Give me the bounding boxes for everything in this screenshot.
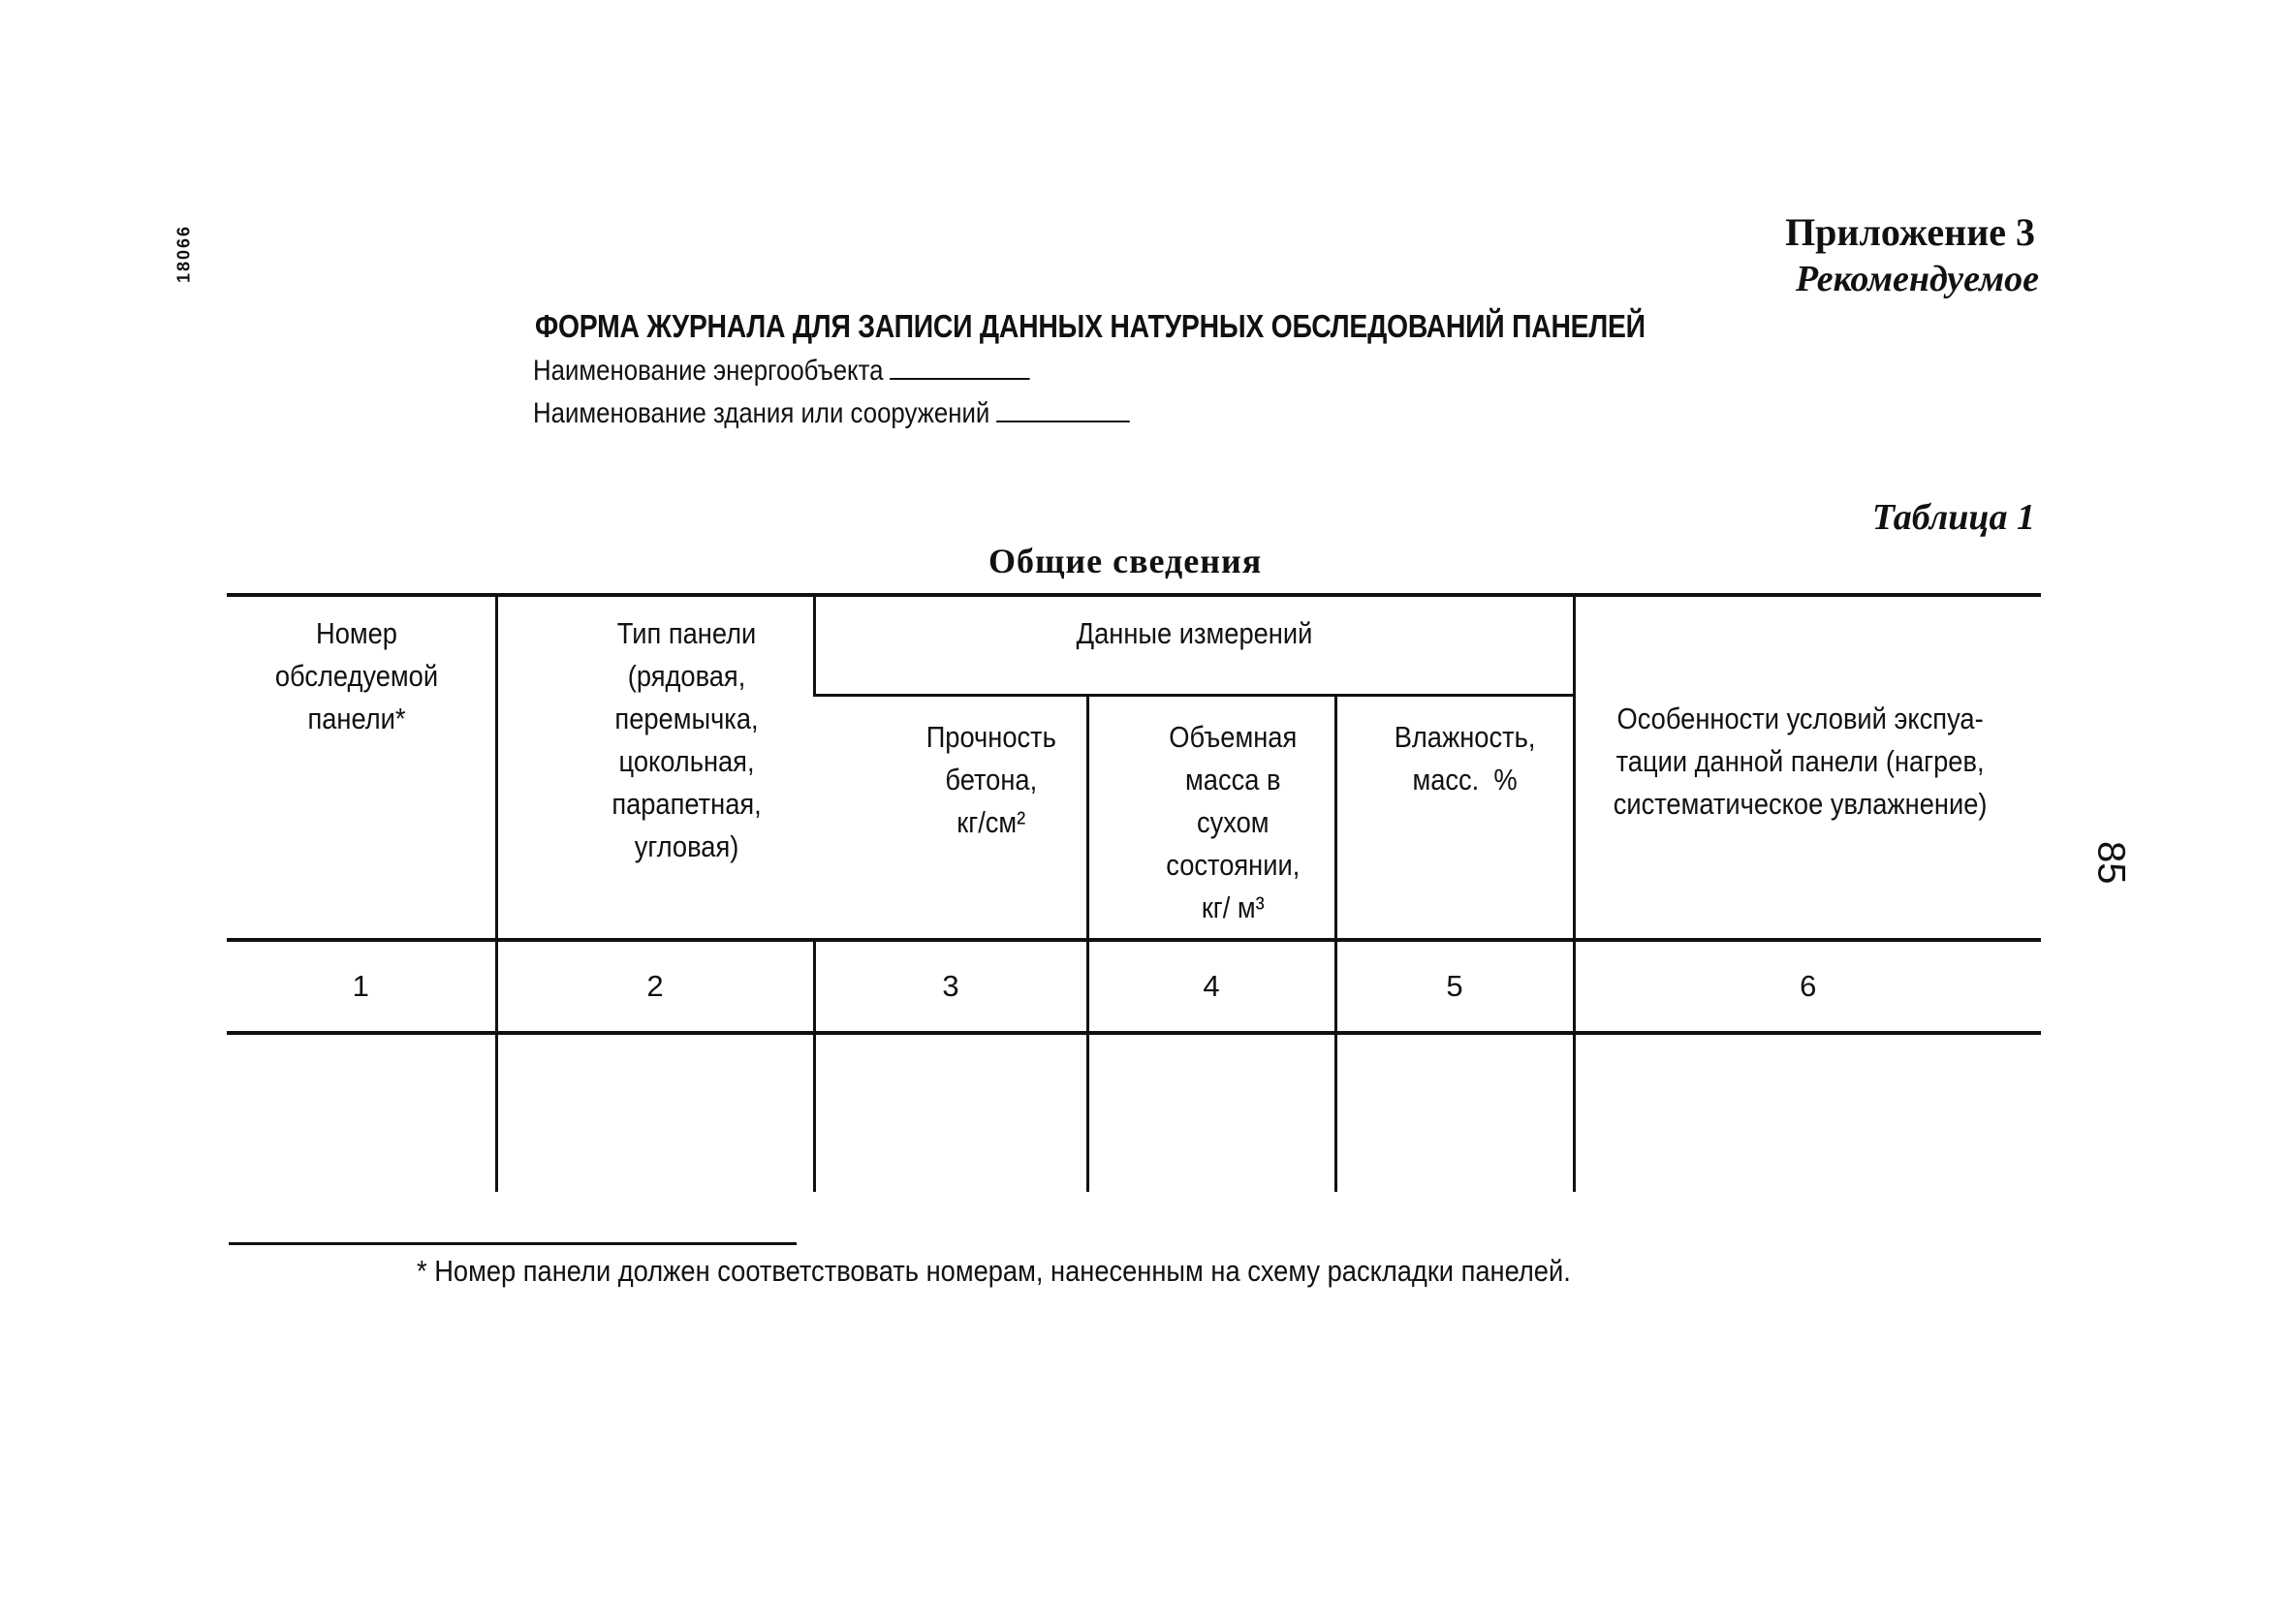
- header-c2-line: угловая): [634, 829, 738, 863]
- building-label: Наименование здания или сооружений: [533, 397, 990, 429]
- column-number: 1: [227, 940, 496, 1033]
- column-number: 6: [1574, 940, 2041, 1033]
- energy-object-blank: [890, 355, 1029, 380]
- header-panel-type: [496, 595, 814, 940]
- header-humidity: [1335, 696, 1574, 941]
- column-number-row: [227, 940, 2041, 1033]
- header-c2-line: Тип панели: [616, 616, 756, 650]
- header-panel-number: [227, 595, 496, 940]
- empty-data-row: [227, 1033, 2041, 1192]
- header-c1-line: Номер: [315, 616, 397, 650]
- building-field: [533, 397, 1130, 430]
- column-number: 2: [496, 940, 814, 1033]
- column-number: 5: [1335, 940, 1574, 1033]
- header-c5-line: масс. %: [1411, 763, 1518, 796]
- energy-object-field: [533, 355, 1030, 388]
- header-c3-line: Прочность: [925, 720, 1056, 754]
- header-c4-line: масса в: [1184, 763, 1281, 796]
- empty-cell: [814, 1033, 1087, 1192]
- building-blank: [996, 397, 1130, 422]
- footnote-divider: [229, 1242, 797, 1245]
- page-number: 85: [2089, 840, 2133, 885]
- document-code: 18066: [173, 224, 194, 284]
- empty-cell: [1574, 1033, 2041, 1192]
- header-c6-line: тации данной панели (нагрев,: [1615, 744, 1985, 778]
- empty-cell: [1335, 1033, 1574, 1192]
- empty-cell: [227, 1033, 496, 1192]
- header-c2-line: перемычка,: [613, 702, 759, 735]
- footnote: * Номер панели должен соответствовать номерам, нанесенным на схему раскладки панелей.: [417, 1254, 1571, 1288]
- column-number: 4: [1087, 940, 1335, 1033]
- header-c3-line: бетона,: [945, 763, 1038, 796]
- header-measurement-group: [814, 595, 1574, 696]
- header-bulk-density: [1087, 696, 1335, 941]
- header-c2-line: цокольная,: [618, 744, 755, 778]
- energy-object-label: Наименование энергообъекта: [533, 355, 884, 387]
- header-c6-line: систематическое увлажнение): [1613, 787, 1987, 821]
- empty-cell: [1087, 1033, 1335, 1192]
- header-c2-line: (рядовая,: [627, 659, 745, 693]
- header-c6-line: Особенности условий экспуа-: [1615, 702, 1984, 735]
- header-c5-line: Влажность,: [1394, 720, 1535, 754]
- journal-table: [227, 593, 2041, 1192]
- empty-cell: [496, 1033, 814, 1192]
- table-label: Таблица 1: [1871, 497, 2035, 538]
- header-c3-line: кг/см²: [956, 805, 1026, 839]
- header-c1-line: обследуемой: [274, 659, 439, 693]
- header-c4-line: сухом: [1196, 805, 1270, 839]
- column-number: 3: [814, 940, 1087, 1033]
- recommended-label: Рекомендуемое: [1795, 259, 2039, 299]
- header-concrete-strength: [814, 696, 1087, 941]
- header-group-label: Данные измерений: [1076, 616, 1312, 650]
- table-caption: Общие сведения: [988, 542, 1263, 580]
- header-c4-line: состоянии,: [1165, 848, 1300, 882]
- header-operating-conditions: [1574, 595, 2041, 940]
- header-c2-line: парапетная,: [611, 787, 762, 821]
- header-c4-line: кг/ м³: [1201, 890, 1265, 924]
- header-c1-line: панели*: [307, 702, 406, 735]
- header-c4-line: Объемная: [1168, 720, 1297, 754]
- form-title: ФОРМА ЖУРНАЛА ДЛЯ ЗАПИСИ ДАННЫХ НАТУРНЫХ ОБСЛЕДОВАНИЙ ПАНЕЛЕЙ: [535, 308, 1646, 344]
- appendix-label: Приложение 3: [1785, 210, 2035, 254]
